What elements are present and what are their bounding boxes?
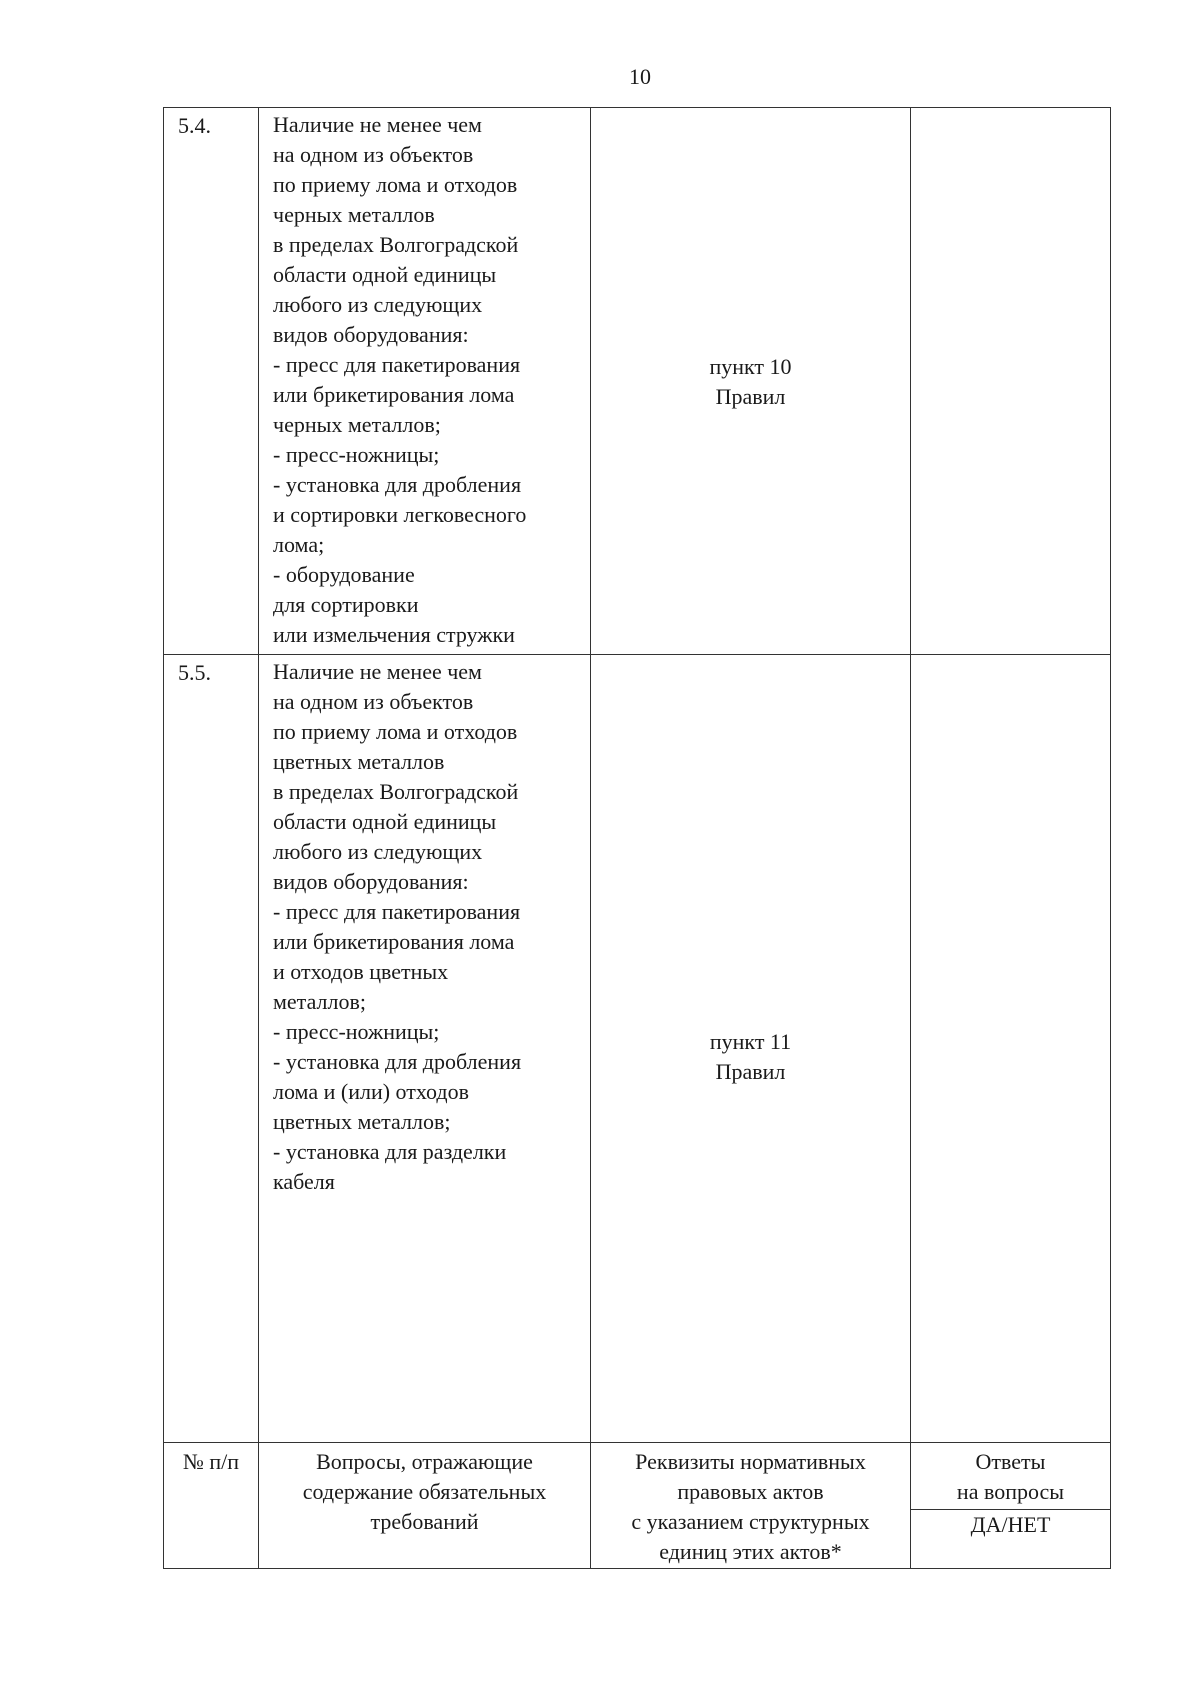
question-line: видов оборудования: bbox=[273, 869, 469, 894]
question-cell bbox=[259, 655, 591, 1443]
question-line: Наличие не менее чем bbox=[273, 659, 482, 684]
reference-line: Правил bbox=[715, 384, 786, 409]
question-line: - пресс для пакетирования bbox=[273, 899, 521, 924]
question-line: - установка для дробления bbox=[273, 1049, 522, 1074]
question-line: или измельчения стружки bbox=[273, 622, 515, 647]
row-number: 5.4. bbox=[164, 108, 259, 655]
question-line: черных металлов bbox=[273, 202, 435, 227]
header-line: Реквизиты нормативных bbox=[635, 1449, 866, 1474]
answer-cell bbox=[911, 655, 1111, 1443]
question-line: в пределах Волгоградской bbox=[273, 779, 519, 804]
question-line: - пресс-ножницы; bbox=[273, 1019, 440, 1044]
table-row bbox=[164, 108, 1111, 655]
page-number: 10 bbox=[629, 64, 651, 89]
reference-cell bbox=[591, 108, 911, 655]
header-questions bbox=[259, 1443, 591, 1569]
question-line: на одном из объектов bbox=[273, 689, 474, 714]
header-line: содержание обязательных bbox=[302, 1479, 547, 1504]
question-line: или брикетирования лома bbox=[273, 929, 515, 954]
requirements-table bbox=[163, 107, 1111, 1569]
question-line: - пресс-ножницы; bbox=[273, 442, 440, 467]
header-answers bbox=[911, 1443, 1111, 1569]
header-number: № п/п bbox=[164, 1443, 259, 1569]
reference-line: пункт 11 bbox=[709, 1029, 792, 1054]
question-line: Наличие не менее чем bbox=[273, 112, 482, 137]
question-line: - пресс для пакетирования bbox=[273, 352, 521, 377]
header-line: единиц этих актов* bbox=[659, 1539, 842, 1564]
question-line: для сортировки bbox=[273, 592, 419, 617]
question-line: черных металлов; bbox=[273, 412, 441, 437]
question-line: металлов; bbox=[273, 989, 366, 1014]
question-line: лома; bbox=[273, 532, 325, 557]
table-row bbox=[164, 655, 1111, 1443]
header-line: правовых актов bbox=[677, 1479, 824, 1504]
reference-line: Правил bbox=[715, 1059, 786, 1084]
question-line: - оборудование bbox=[273, 562, 415, 587]
header-line: Ответы bbox=[975, 1449, 1046, 1474]
question-line: в пределах Волгоградской bbox=[273, 232, 519, 257]
reference-cell bbox=[591, 655, 911, 1443]
header-line: на вопросы bbox=[956, 1479, 1065, 1504]
question-line: - установка для дробления bbox=[273, 472, 522, 497]
question-line: видов оборудования: bbox=[273, 322, 469, 347]
header-answers-top bbox=[911, 1443, 1110, 1510]
question-line: цветных металлов bbox=[273, 749, 445, 774]
question-line: - установка для разделки bbox=[273, 1139, 507, 1164]
row-number: 5.5. bbox=[164, 655, 259, 1443]
question-line: цветных металлов; bbox=[273, 1109, 451, 1134]
question-line: любого из следующих bbox=[273, 839, 483, 864]
header-answers-bottom: ДА/НЕТ bbox=[970, 1512, 1051, 1537]
question-line: и отходов цветных bbox=[273, 959, 449, 984]
answer-cell bbox=[911, 108, 1111, 655]
header-references bbox=[591, 1443, 911, 1569]
question-line: по приему лома и отходов bbox=[273, 172, 518, 197]
question-line: и сортировки легковесного bbox=[273, 502, 527, 527]
header-line: с указанием структурных bbox=[631, 1509, 870, 1534]
header-line: требований bbox=[370, 1509, 479, 1534]
question-line: или брикетирования лома bbox=[273, 382, 515, 407]
question-line: любого из следующих bbox=[273, 292, 483, 317]
question-line: по приему лома и отходов bbox=[273, 719, 518, 744]
question-line: на одном из объектов bbox=[273, 142, 474, 167]
question-line: кабеля bbox=[273, 1169, 335, 1194]
question-line: области одной единицы bbox=[273, 809, 497, 834]
question-cell bbox=[259, 108, 591, 655]
header-line: Вопросы, отражающие bbox=[316, 1449, 533, 1474]
question-line: лома и (или) отходов bbox=[273, 1079, 469, 1104]
table-header-row bbox=[164, 1443, 1111, 1569]
reference-line: пункт 10 bbox=[709, 354, 792, 379]
question-line: области одной единицы bbox=[273, 262, 497, 287]
